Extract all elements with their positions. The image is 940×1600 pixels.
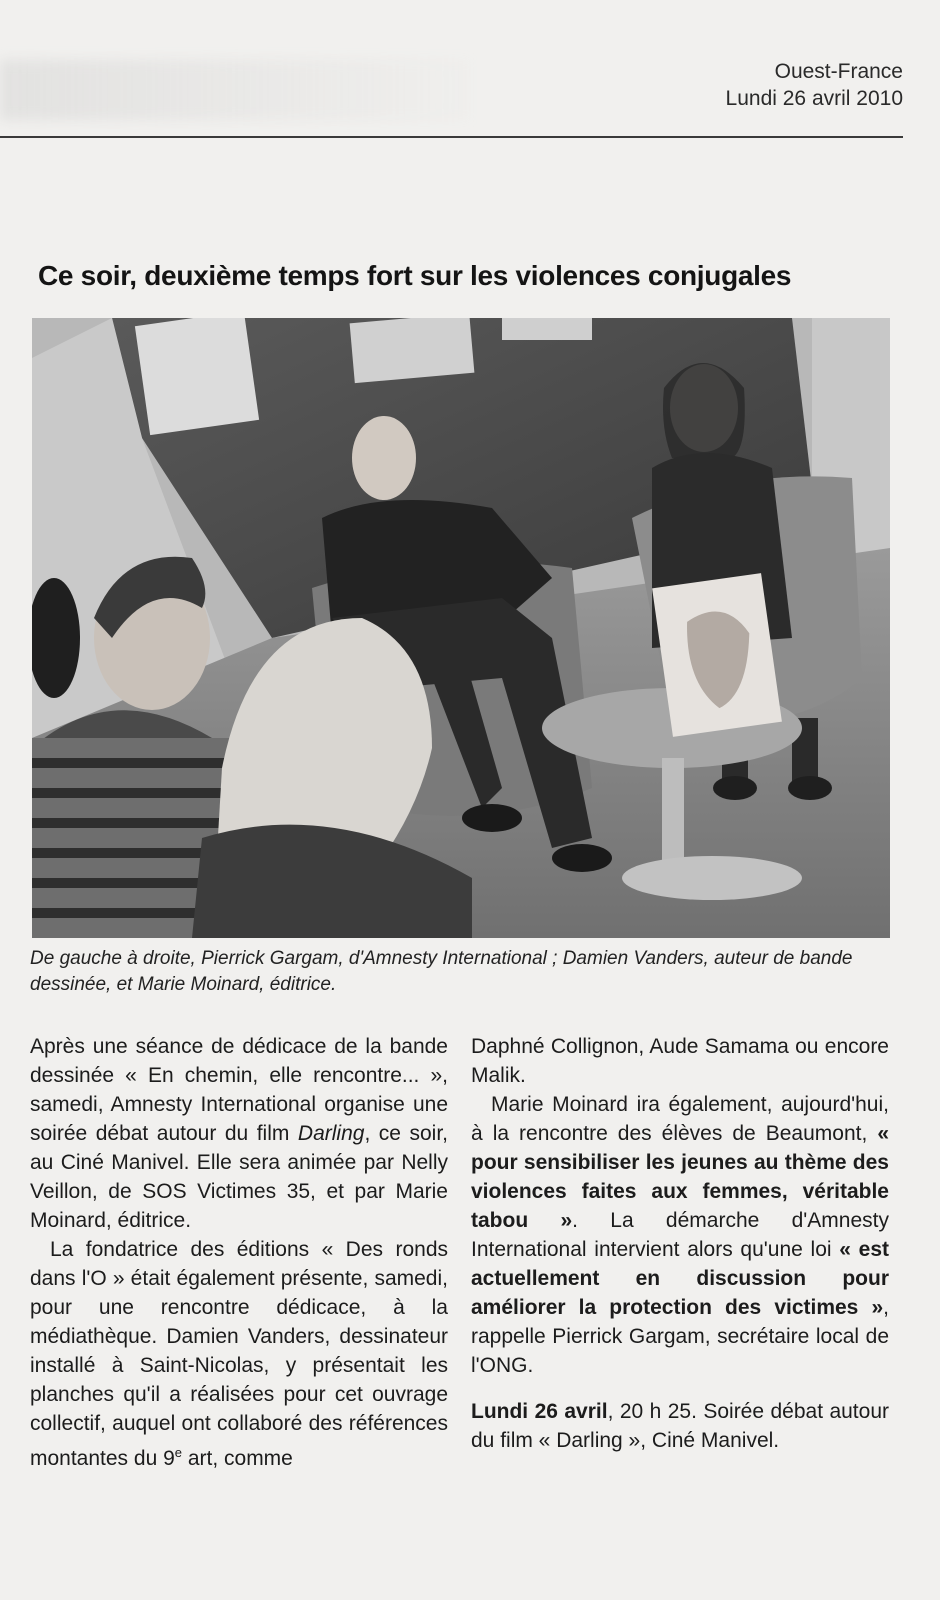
paragraph: Marie Moinard ira également, aujourd'hui, à la rencontre des élèves de Beaumont, « pour sensibiliser les jeunes au thème des violences faites aux femmes, véritable tabou ». La démarche d'Amnesty International intervient alors qu'une loi « est actuellement en discussion pour améliorer la protection des victimes », rappelle Pierrick Gargam, secrétaire local de l'ONG. — [471, 1093, 889, 1377]
poster — [135, 318, 259, 435]
article-headline: Ce soir, deuxième temps fort sur les violences conjugales — [38, 260, 792, 291]
paragraph: La fondatrice des éditions « Des ronds dans l'O » était également présente, samedi, pour une rencontre dédicace, à la médiathèque. Damien Vanders, dessinateur installé à Saint-Nicolas, y présentait les planches qu'il a réalisées pour cet ouvrage collectif, auquel ont collaboré des références montantes du 9e art, comme — [30, 1238, 448, 1470]
quote: « est actuellement en discussion pour améliorer la protection des victimes » — [471, 1238, 889, 1319]
article-column-right — [471, 1032, 889, 1455]
article-column-left — [30, 1032, 448, 1473]
event-date: Lundi 26 avril — [471, 1400, 608, 1423]
quote: « pour sensibiliser les jeunes au thème des violences faites aux femmes, véritable tabou » — [471, 1122, 889, 1232]
event-info: Lundi 26 avril, 20 h 25. Soirée débat autour du film « Darling », Ciné Manivel. — [471, 1400, 889, 1452]
paragraph: Après une séance de dédicace de la bande dessinée « En chemin, elle rencontre... », samedi, Amnesty International organise une soirée débat autour du film Darling, ce soir, au Ciné Manivel. Elle sera animée par Nelly Veillon, de SOS Victimes 35, et par Marie Moinard, éditrice. — [30, 1035, 448, 1232]
newspaper-name: Ouest-France — [774, 60, 903, 83]
man-head — [352, 416, 416, 500]
paragraph: Daphné Collignon, Aude Samama ou encore Malik. — [471, 1035, 889, 1087]
poster — [502, 318, 592, 340]
article-photo — [32, 318, 890, 938]
photo-illustration — [32, 318, 890, 938]
masthead — [726, 58, 903, 112]
photo-caption: De gauche à droite, Pierrick Gargam, d'Amnesty International ; Damien Vanders, auteur de bande dessinée, et Marie Moinard, éditrice. — [30, 948, 853, 995]
spacer — [471, 1380, 889, 1397]
faded-print-background — [0, 60, 470, 120]
film-title: Darling — [297, 1122, 365, 1145]
poster — [350, 318, 475, 383]
publication-date: Lundi 26 avril 2010 — [725, 87, 903, 110]
header-rule — [0, 136, 903, 138]
